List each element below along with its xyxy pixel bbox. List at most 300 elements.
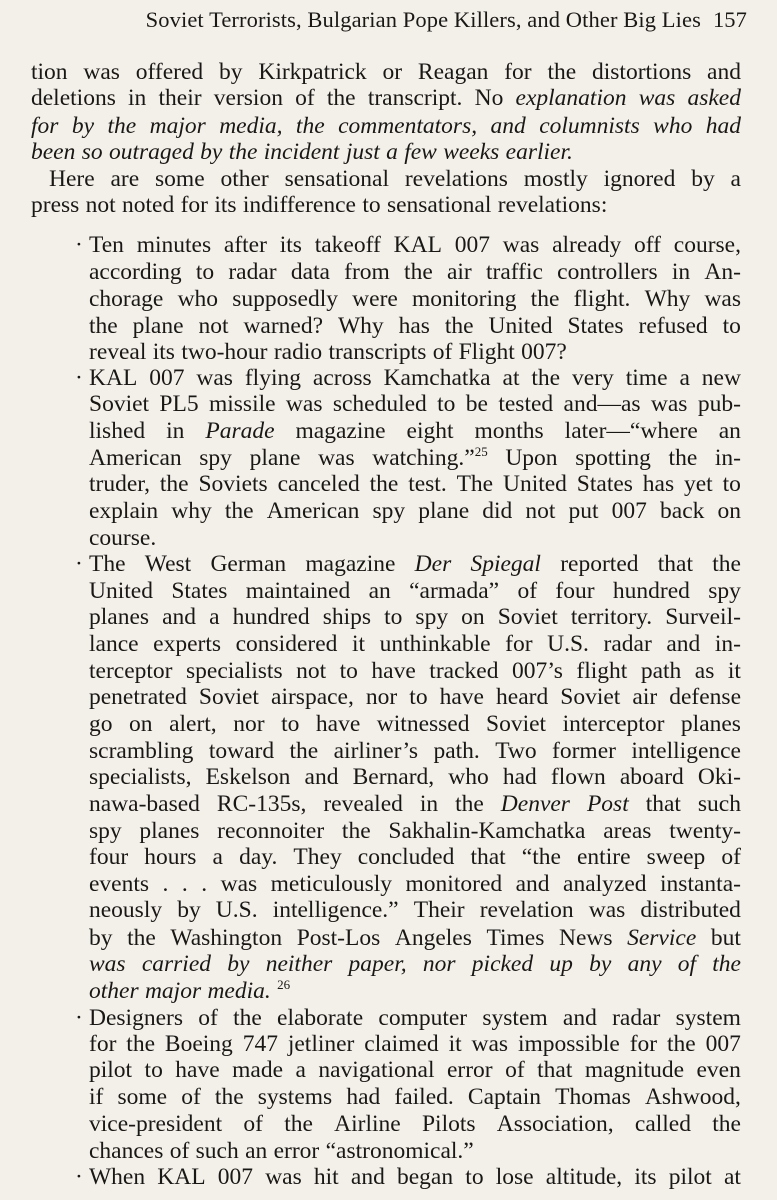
word: the xyxy=(228,139,258,165)
text-line xyxy=(89,284,741,314)
word: have xyxy=(371,658,416,684)
word: chorage xyxy=(89,286,164,312)
word: put xyxy=(568,498,599,524)
word: from xyxy=(344,259,390,285)
word: of xyxy=(677,951,697,977)
word: if xyxy=(89,1084,104,1110)
word: for xyxy=(31,113,59,139)
text-line xyxy=(89,602,741,632)
word: and—as xyxy=(563,391,641,417)
word: events xyxy=(89,871,150,897)
word: lished xyxy=(89,418,146,444)
word: 007 xyxy=(149,365,185,391)
word: new xyxy=(701,365,741,391)
word: flight xyxy=(576,658,628,684)
word: American xyxy=(89,445,182,471)
word: U.S. xyxy=(547,631,589,657)
word: media. xyxy=(207,978,271,1004)
word: system xyxy=(675,1005,741,1031)
word: scrambling xyxy=(89,738,194,764)
word: who xyxy=(448,764,489,790)
text-line xyxy=(89,682,741,712)
word: pilot xyxy=(668,1164,712,1190)
word: failed. xyxy=(394,1084,454,1110)
word: spy xyxy=(89,818,122,844)
word: made xyxy=(232,1057,283,1083)
text-line xyxy=(89,230,741,260)
word: KAL xyxy=(89,365,138,391)
word: Post xyxy=(586,791,629,817)
word: a xyxy=(386,139,398,165)
word: Why xyxy=(337,313,384,339)
word: magazine xyxy=(295,418,386,444)
word: on xyxy=(129,711,153,737)
word: day. xyxy=(239,844,278,870)
text-line xyxy=(89,762,741,792)
word: a xyxy=(209,604,220,630)
word: Times xyxy=(486,925,545,951)
word: such xyxy=(195,1138,239,1164)
word: was xyxy=(318,445,355,471)
word: 007 xyxy=(217,1164,254,1190)
word: KAL xyxy=(157,1164,206,1190)
bullet-marker: · xyxy=(75,1164,83,1190)
word: was xyxy=(502,232,540,258)
word: paper, xyxy=(348,951,407,977)
text-line xyxy=(89,895,741,925)
word: in xyxy=(128,85,147,111)
word: was xyxy=(285,391,323,417)
word: but xyxy=(710,925,741,951)
word: data xyxy=(290,259,330,285)
word: plane xyxy=(132,313,184,339)
word: it xyxy=(727,658,741,684)
word: penetrated xyxy=(89,684,187,710)
word: was xyxy=(196,365,233,391)
word: and xyxy=(162,604,197,630)
word: incident xyxy=(263,139,340,165)
running-title: Soviet Terrorists, Bulgarian Pope Killers, and Other Big Lies xyxy=(145,7,701,32)
word: impossible xyxy=(517,1031,620,1057)
word: by xyxy=(89,925,113,951)
word: Washington xyxy=(170,925,283,951)
text-line xyxy=(89,1109,741,1139)
word: . xyxy=(162,871,169,897)
word: canceled xyxy=(277,471,360,497)
word: 007 xyxy=(705,1031,741,1057)
word: missile xyxy=(208,391,276,417)
word: concluded xyxy=(357,844,455,870)
word: States xyxy=(567,313,624,339)
word: an xyxy=(245,1138,268,1164)
word: to xyxy=(195,259,215,285)
word: airspace, xyxy=(271,684,354,710)
word: a xyxy=(730,166,741,192)
word: sensational xyxy=(284,166,389,192)
word: the xyxy=(224,498,254,524)
word: chances xyxy=(89,1138,164,1164)
word: had xyxy=(705,113,741,139)
word: not xyxy=(85,192,116,218)
word: warned? xyxy=(243,313,324,339)
word: the xyxy=(530,286,560,312)
word: spotting xyxy=(575,445,651,471)
word: nawa-based xyxy=(89,791,200,817)
word: supposedly xyxy=(232,286,338,312)
word: witnessed xyxy=(376,711,470,737)
word: the xyxy=(107,113,137,139)
text-line xyxy=(89,949,741,979)
word: Soviet xyxy=(198,684,259,710)
word: distortions xyxy=(591,59,692,85)
word: Ashwood, xyxy=(644,1084,741,1110)
word: planes xyxy=(139,818,200,844)
word: not xyxy=(198,313,229,339)
word: indifference xyxy=(242,192,356,218)
word: “the xyxy=(521,844,561,870)
word: was xyxy=(588,897,626,923)
word: terceptor xyxy=(89,658,173,684)
word: began xyxy=(397,1164,454,1190)
word: States xyxy=(576,471,633,497)
word: so xyxy=(81,139,103,165)
word: are xyxy=(110,166,140,192)
word: be xyxy=(465,391,488,417)
word: and xyxy=(707,59,741,85)
word: media, xyxy=(219,113,283,139)
text-line xyxy=(89,976,741,1006)
word: Bernard, xyxy=(352,764,435,790)
word: who xyxy=(177,286,219,312)
text-line xyxy=(89,709,741,739)
word: Soviet xyxy=(486,711,547,737)
word: major xyxy=(144,978,202,1004)
word: 007 xyxy=(611,498,647,524)
word: lose xyxy=(495,1164,534,1190)
word: carried xyxy=(141,951,212,977)
text-line xyxy=(89,416,741,446)
word: other xyxy=(89,978,139,1004)
word: monitored xyxy=(405,871,503,897)
word: West xyxy=(144,551,192,577)
word: an xyxy=(368,578,391,604)
word: Reagan xyxy=(417,59,489,85)
text-line xyxy=(89,789,741,819)
word: for xyxy=(89,1031,117,1057)
word: truder, xyxy=(89,471,151,497)
word: the xyxy=(233,1005,262,1031)
word: controllers xyxy=(557,259,658,285)
word: that xyxy=(470,844,506,870)
word: other xyxy=(220,166,269,192)
word: airliner’s xyxy=(333,738,419,764)
word: weeks xyxy=(443,139,500,165)
word: radar xyxy=(603,631,652,657)
word: revealed xyxy=(323,791,403,817)
word: that xyxy=(645,791,681,817)
word: error xyxy=(273,1138,320,1164)
word: for xyxy=(505,631,533,657)
word: some xyxy=(155,166,205,192)
word: considered xyxy=(235,631,338,657)
word: sensational xyxy=(386,192,492,218)
word: claimed xyxy=(364,1031,439,1057)
word: When xyxy=(89,1164,146,1190)
word: Pilots xyxy=(421,1111,476,1137)
word: the xyxy=(341,818,371,844)
word: the xyxy=(455,791,484,817)
word: planes xyxy=(89,604,150,630)
word: have xyxy=(315,711,361,737)
word: had xyxy=(502,764,537,790)
word: heard xyxy=(496,684,549,710)
word: neither xyxy=(265,951,333,977)
word: any xyxy=(627,951,662,977)
word: KAL xyxy=(393,232,442,258)
word: the xyxy=(284,1111,313,1137)
word: its xyxy=(634,1164,657,1190)
word: intelligence xyxy=(631,738,741,764)
word: its xyxy=(214,192,237,218)
word: yet xyxy=(683,471,713,497)
word: their xyxy=(158,85,202,111)
word: watching.”$^{25}$ xyxy=(372,444,488,471)
word: on xyxy=(461,604,485,630)
word: . xyxy=(181,871,188,897)
word: instanta- xyxy=(660,871,741,897)
word: planes xyxy=(680,711,741,737)
word: mostly xyxy=(523,166,588,192)
text-line xyxy=(89,1055,741,1085)
word: lance xyxy=(89,631,139,657)
word: was xyxy=(471,1031,509,1057)
word: called xyxy=(634,1111,691,1137)
word: has xyxy=(398,313,430,339)
word: was xyxy=(638,85,676,111)
word: Here xyxy=(49,166,95,192)
word: Ten xyxy=(89,232,124,258)
word: the xyxy=(289,738,319,764)
word: a xyxy=(679,365,690,391)
word: picked xyxy=(471,951,534,977)
word: Kirkpatrick xyxy=(258,59,367,85)
word: computer xyxy=(378,1005,468,1031)
word: The xyxy=(456,471,494,497)
word: Their xyxy=(413,897,465,923)
word: months xyxy=(474,418,544,444)
word: for xyxy=(504,59,532,85)
word: Soviet xyxy=(89,391,150,417)
word: asked xyxy=(687,85,741,111)
word: noted xyxy=(122,192,175,218)
word: analyzed xyxy=(563,871,647,897)
word: Thomas xyxy=(555,1084,631,1110)
word: and xyxy=(515,871,550,897)
word: was xyxy=(220,871,258,897)
word: the xyxy=(712,951,741,977)
word: Oki- xyxy=(697,764,741,790)
word: revelations: xyxy=(497,192,608,218)
word: eight xyxy=(406,418,454,444)
word: flight. xyxy=(573,286,631,312)
page-number: 157 xyxy=(712,7,747,32)
word: was xyxy=(265,1164,302,1190)
word: United xyxy=(488,313,553,339)
word: some xyxy=(117,1084,168,1110)
bullet-marker: · xyxy=(75,1005,83,1031)
word: press xyxy=(31,192,80,218)
word: spy xyxy=(372,498,406,524)
word: distributed xyxy=(640,897,741,923)
word: Kamchatka xyxy=(383,365,491,391)
word: the xyxy=(531,365,561,391)
word: tracked xyxy=(429,658,499,684)
word: nor xyxy=(233,711,265,737)
word: entire xyxy=(577,844,631,870)
word: hundred xyxy=(612,578,690,604)
word: jetliner xyxy=(287,1031,355,1057)
word: to xyxy=(144,1057,163,1083)
word: 007’s xyxy=(511,658,563,684)
word: Upon xyxy=(505,445,558,471)
word: of xyxy=(721,844,741,870)
word: to xyxy=(281,711,300,737)
word: the xyxy=(326,85,356,111)
word: plane xyxy=(249,445,301,471)
word: path. xyxy=(433,738,480,764)
word: . xyxy=(201,871,208,897)
word: pub- xyxy=(697,391,741,417)
word: Spiegal xyxy=(470,551,541,577)
word: in- xyxy=(714,631,741,657)
word: outraged xyxy=(108,139,194,165)
word: as xyxy=(694,658,715,684)
word: German xyxy=(210,551,287,577)
word: offered xyxy=(135,59,204,85)
word: explanation xyxy=(515,85,627,111)
word: commentators, xyxy=(338,113,478,139)
word: American xyxy=(266,498,360,524)
word: earlier. xyxy=(505,139,573,165)
word: to xyxy=(465,1164,484,1190)
word: for xyxy=(180,192,208,218)
word: Denver xyxy=(500,791,570,817)
text-line xyxy=(89,257,741,287)
word: its xyxy=(152,339,175,365)
word: Designers xyxy=(89,1005,183,1031)
word: was xyxy=(650,391,688,417)
word: explain xyxy=(89,498,159,524)
word: columnists xyxy=(539,113,640,139)
word: off xyxy=(634,232,661,258)
word: its xyxy=(279,232,302,258)
word: the xyxy=(444,313,474,339)
word: of xyxy=(517,578,538,604)
running-header xyxy=(0,4,747,36)
word: an xyxy=(718,418,741,444)
word: it xyxy=(448,1031,462,1057)
word: States xyxy=(171,578,228,604)
word: time xyxy=(625,365,668,391)
word: radar xyxy=(612,1005,661,1031)
word: on xyxy=(717,498,741,524)
word: four xyxy=(89,844,129,870)
word: former xyxy=(552,738,616,764)
word: of xyxy=(243,1111,263,1137)
bullet-marker: · xyxy=(75,232,83,258)
word: four xyxy=(555,578,595,604)
word: why xyxy=(171,498,212,524)
word: just xyxy=(345,139,380,165)
word: the xyxy=(712,1111,741,1137)
word: nor xyxy=(365,684,398,710)
word: transcripts xyxy=(328,339,427,365)
word: pilot xyxy=(89,1057,133,1083)
word: the xyxy=(89,313,118,339)
word: intelligence.” xyxy=(272,897,399,923)
word: by xyxy=(71,113,95,139)
word: by xyxy=(589,951,612,977)
word: by xyxy=(177,897,201,923)
word: flown xyxy=(550,764,606,790)
word: No xyxy=(474,85,504,111)
word: by xyxy=(200,139,223,165)
word: “astronomical.” xyxy=(325,1138,474,1164)
word: Soviet xyxy=(497,604,558,630)
word: the xyxy=(666,1031,696,1057)
word: Association, xyxy=(496,1111,614,1137)
word: a xyxy=(212,844,223,870)
word: scheduled xyxy=(332,391,427,417)
text-line xyxy=(89,1162,741,1192)
word: altitude, xyxy=(545,1164,623,1190)
word: was xyxy=(704,286,741,312)
text-line xyxy=(89,549,741,579)
word: They xyxy=(293,844,342,870)
word: Soviets xyxy=(198,471,268,497)
word: was xyxy=(89,951,126,977)
text-line xyxy=(89,469,741,499)
word: United xyxy=(89,578,153,604)
word: Two xyxy=(495,738,537,764)
word: who xyxy=(653,113,693,139)
word: and xyxy=(562,1005,597,1031)
text-line xyxy=(31,83,741,113)
word: back xyxy=(660,498,705,524)
word: specialists, xyxy=(89,764,192,790)
word: in xyxy=(166,418,185,444)
word: Airline xyxy=(334,1111,401,1137)
word: Boeing xyxy=(164,1031,233,1057)
word: at xyxy=(723,1164,741,1190)
word: in- xyxy=(714,445,741,471)
word: few xyxy=(404,139,437,165)
word: ignored xyxy=(603,166,676,192)
word: interceptor xyxy=(562,711,665,737)
word: Why xyxy=(644,286,691,312)
word: tion xyxy=(31,59,68,85)
word: RC-135s, xyxy=(216,791,307,817)
word: radio xyxy=(273,339,323,365)
word: go xyxy=(89,711,113,737)
word: to xyxy=(339,658,358,684)
word: by xyxy=(691,166,715,192)
text-line xyxy=(89,842,741,872)
word: hit xyxy=(313,1164,339,1190)
word: course, xyxy=(673,232,741,258)
word: vice-president xyxy=(89,1111,223,1137)
word: Service xyxy=(627,925,697,951)
